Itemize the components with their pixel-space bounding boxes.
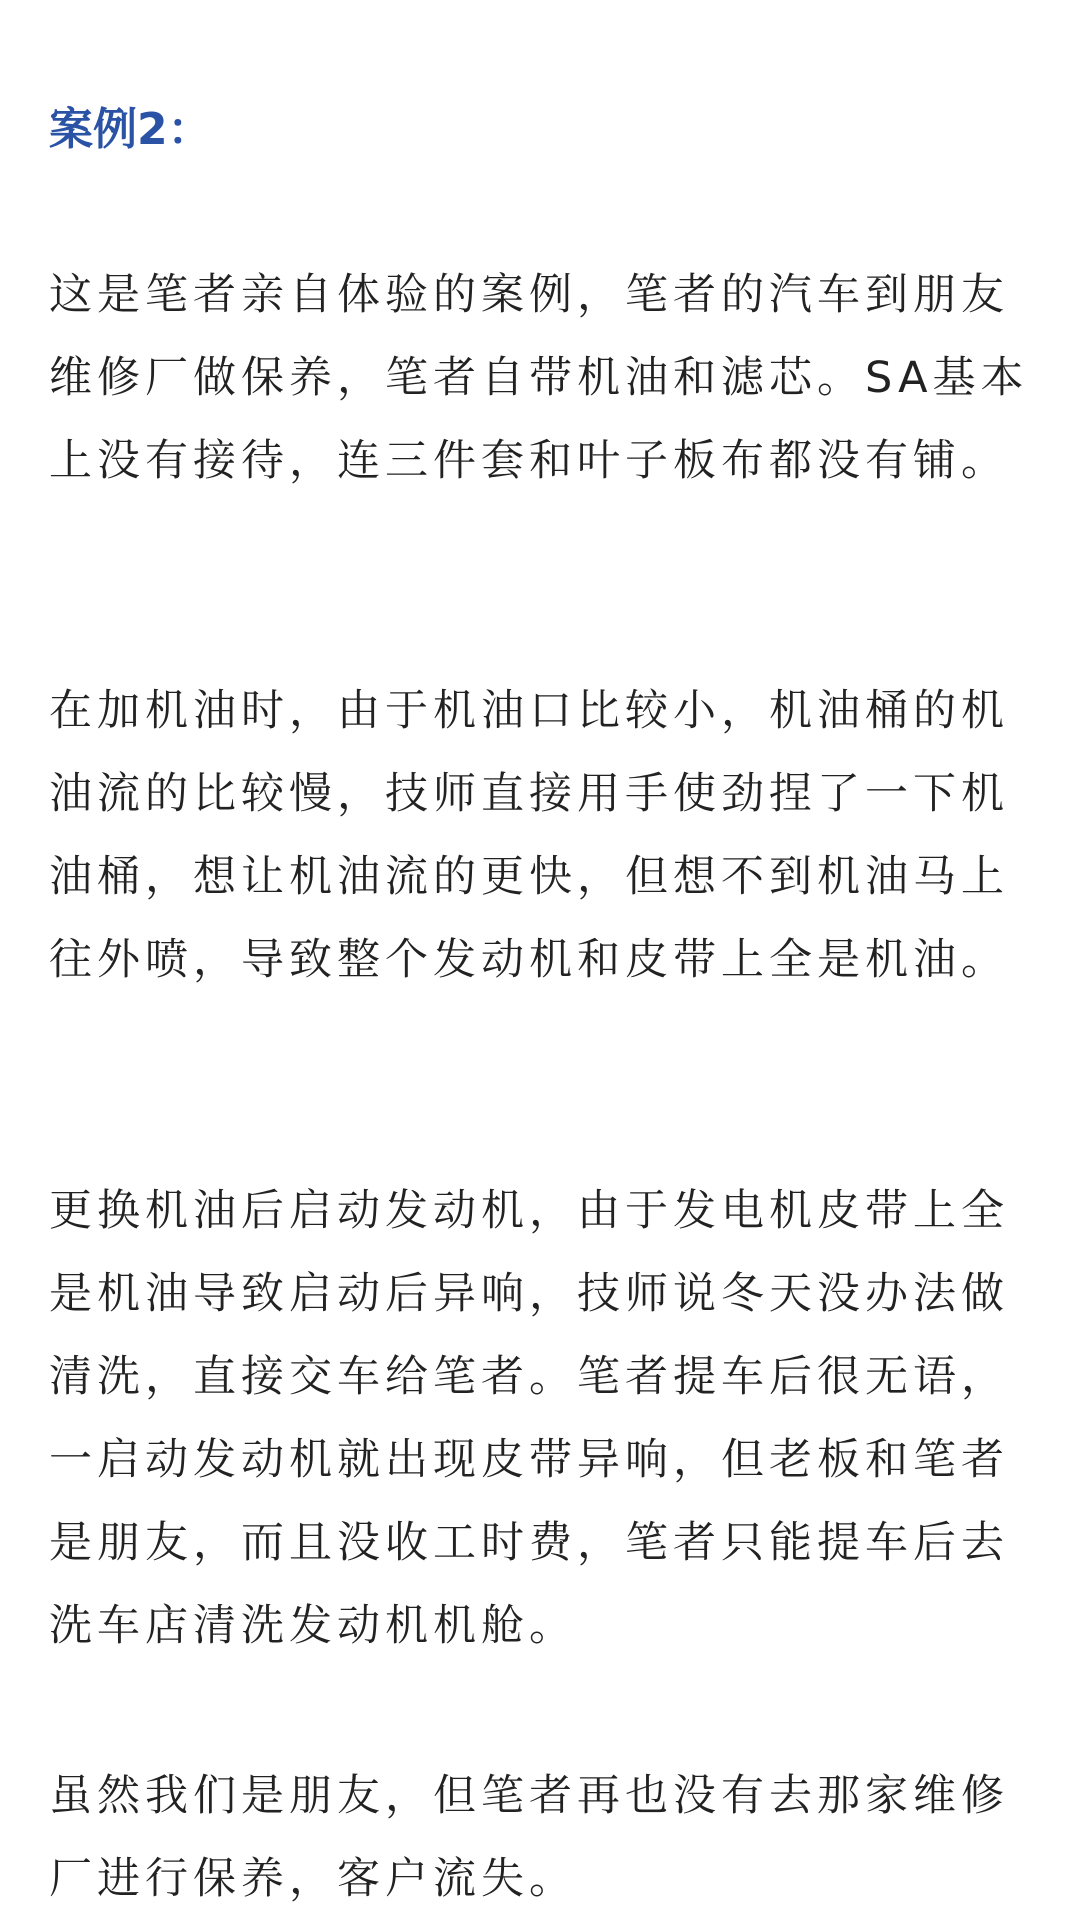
paragraph-oil-spill: 在加机油时，由于机油口比较小，机油桶的机油流的比较慢，技师直接用手使劲捏了一下机油桶，想让机油流的更快，但想不到机油马上往外喷，导致整个发动机和皮带上全是机油。 [49,686,1009,985]
case-heading: 案例2： [49,104,212,155]
paragraph-customer-lost: 虽然我们是朋友，但笔者再也没有去那家维修厂进行保养，客户流失。 [49,1771,1009,1904]
paragraph-belt-noise: 更换机油后启动发动机，由于发电机皮带上全是机油导致启动后异响，技师说冬天没办法做清洗，直接交车给笔者。笔者提车后很无语，一启动发动机就出现皮带异响，但老板和笔者是朋友，而且没收工时费，笔者只能提车后去洗车店清洗发动机机舱。 [49,1186,1009,1651]
paragraph-case-intro: 这是笔者亲自体验的案例，笔者的汽车到朋友维修厂做保养，笔者自带机油和滤芯。SA基本上没有接待，连三件套和叶子板布都没有铺。 [49,270,1029,486]
